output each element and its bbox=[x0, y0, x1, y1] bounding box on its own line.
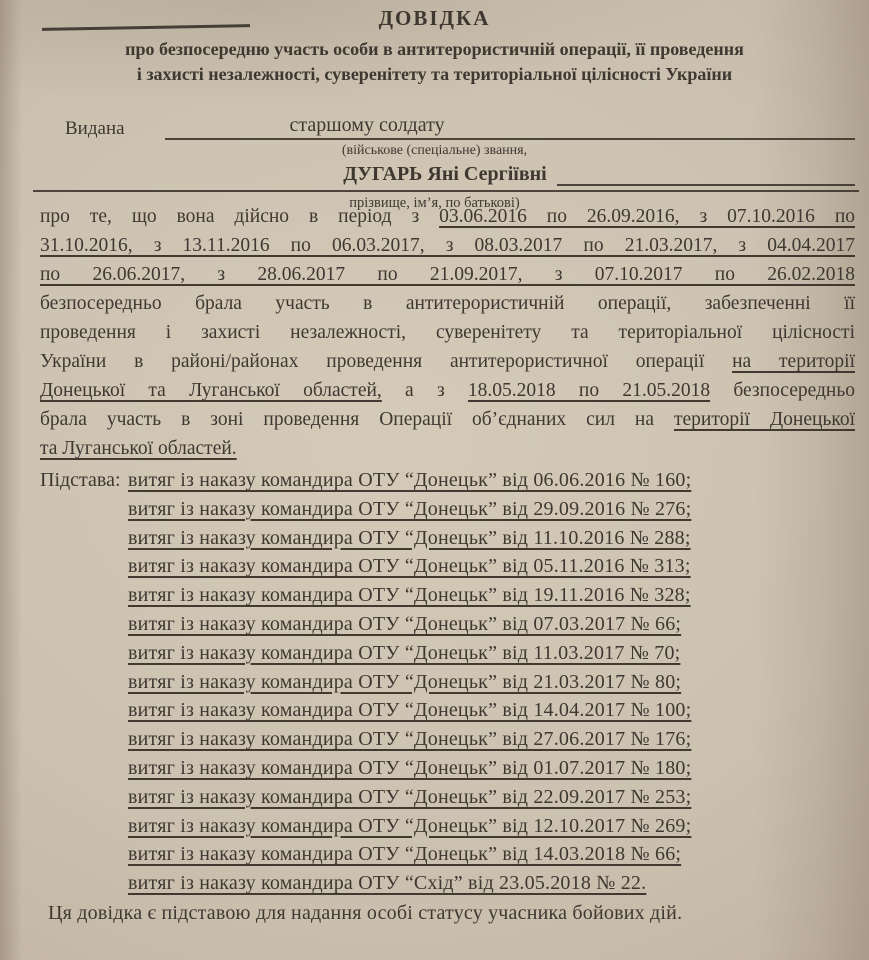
basis-item: витяг із наказу командира ОТУ “Схід” від 23.05.2018 № 22. bbox=[128, 872, 647, 895]
body-line: України в районі/районах проведення антитерористичної операції на території bbox=[40, 351, 855, 372]
basis-label: Підстава: bbox=[40, 469, 121, 491]
basis-item: витяг із наказу командира ОТУ “Донецьк” від 29.09.2016 № 276; bbox=[128, 497, 692, 520]
footer-note: Ця довідка є підставою для надання особі статусу учасника бойових дій. bbox=[48, 902, 683, 924]
basis-item: витяг із наказу командира ОТУ “Донецьк” від 01.07.2017 № 180; bbox=[128, 756, 692, 779]
basis-item: витяг із наказу командира ОТУ “Донецьк” від 06.06.2016 № 160; bbox=[128, 469, 692, 491]
basis-item: витяг із наказу командира ОТУ “Донецьк” від 07.03.2017 № 66; bbox=[128, 612, 682, 635]
subtitle-line-1: про безпосередню участь особи в антитерористичній операції, її проведення bbox=[125, 39, 744, 59]
basis-item: витяг із наказу командира ОТУ “Донецьк” від 14.03.2018 № 66; bbox=[128, 843, 682, 866]
body-line: проведення і захисті незалежності, суверенітету та територіальної цілісності bbox=[40, 322, 855, 343]
basis-list bbox=[128, 466, 852, 898]
body-line: безпосередньо брала участь в антитерористичній операції, забезпеченні її bbox=[40, 293, 855, 314]
page-title: ДОВІДКА bbox=[378, 6, 491, 30]
body-line: про те, що вона дійсно в період з 03.06.2016 по 26.09.2016, з 07.10.2016 по bbox=[40, 206, 855, 227]
basis-block bbox=[40, 466, 852, 898]
name-row bbox=[35, 159, 855, 186]
basis-item: витяг із наказу командира ОТУ “Донецьк” від 11.03.2017 № 70; bbox=[128, 641, 681, 664]
rank-field: старшому солдату bbox=[165, 114, 855, 140]
body-line: брала участь в зоні проведення Операції об’єднаних сил на території Донецької bbox=[40, 409, 855, 430]
body-line: Донецької та Луганської областей, а з 18.05.2018 по 21.05.2018 безпосередньо bbox=[40, 380, 856, 401]
ruled-line bbox=[33, 190, 859, 192]
document-subtitle bbox=[0, 37, 869, 87]
basis-item: витяг із наказу командира ОТУ “Донецьк” від 21.03.2017 № 80; bbox=[128, 670, 682, 693]
name-right-ruled-line bbox=[557, 184, 855, 186]
basis-item: витяг із наказу командира ОТУ “Донецьк” від 12.10.2017 № 269; bbox=[128, 814, 692, 837]
name-caption: прізвище, ім’я, по батькові) bbox=[349, 195, 520, 211]
basis-item: витяг із наказу командира ОТУ “Донецьк” від 27.06.2017 № 176; bbox=[128, 728, 692, 751]
body-line: 31.10.2016, з 13.11.2016 по 06.03.2017, з 08.03.2017 по 21.03.2017, з 04.04.2017 bbox=[40, 235, 855, 256]
issued-to-block bbox=[0, 112, 869, 212]
recipient-name: ДУГАРЬ Яні Сергіївні bbox=[343, 163, 547, 185]
issued-to-label: Видана bbox=[65, 118, 125, 139]
basis-item: витяг із наказу командира ОТУ “Донецьк” від 05.11.2016 № 313; bbox=[128, 555, 691, 578]
body-paragraph bbox=[40, 202, 855, 463]
body-line: та Луганської областей. bbox=[40, 438, 237, 459]
basis-item: витяг із наказу командира ОТУ “Донецьк” від 22.09.2017 № 253; bbox=[128, 785, 692, 808]
subtitle-line-2: і захисті незалежності, суверенітету та територіальної цілісності України bbox=[136, 64, 733, 84]
basis-item: витяг із наказу командира ОТУ “Донецьк” від 14.04.2017 № 100; bbox=[128, 699, 692, 722]
basis-item: витяг із наказу командира ОТУ “Донецьк” від 19.11.2016 № 328; bbox=[128, 584, 691, 607]
basis-item: витяг із наказу командира ОТУ “Донецьк” від 11.10.2016 № 288; bbox=[128, 526, 691, 549]
issued-to-row bbox=[65, 112, 855, 140]
body-line: по 26.06.2017, з 28.06.2017 по 21.09.2017, з 07.10.2017 по 26.02.2018 bbox=[40, 264, 855, 285]
rank-caption: (військове (спеціальне) звання, bbox=[341, 143, 528, 158]
